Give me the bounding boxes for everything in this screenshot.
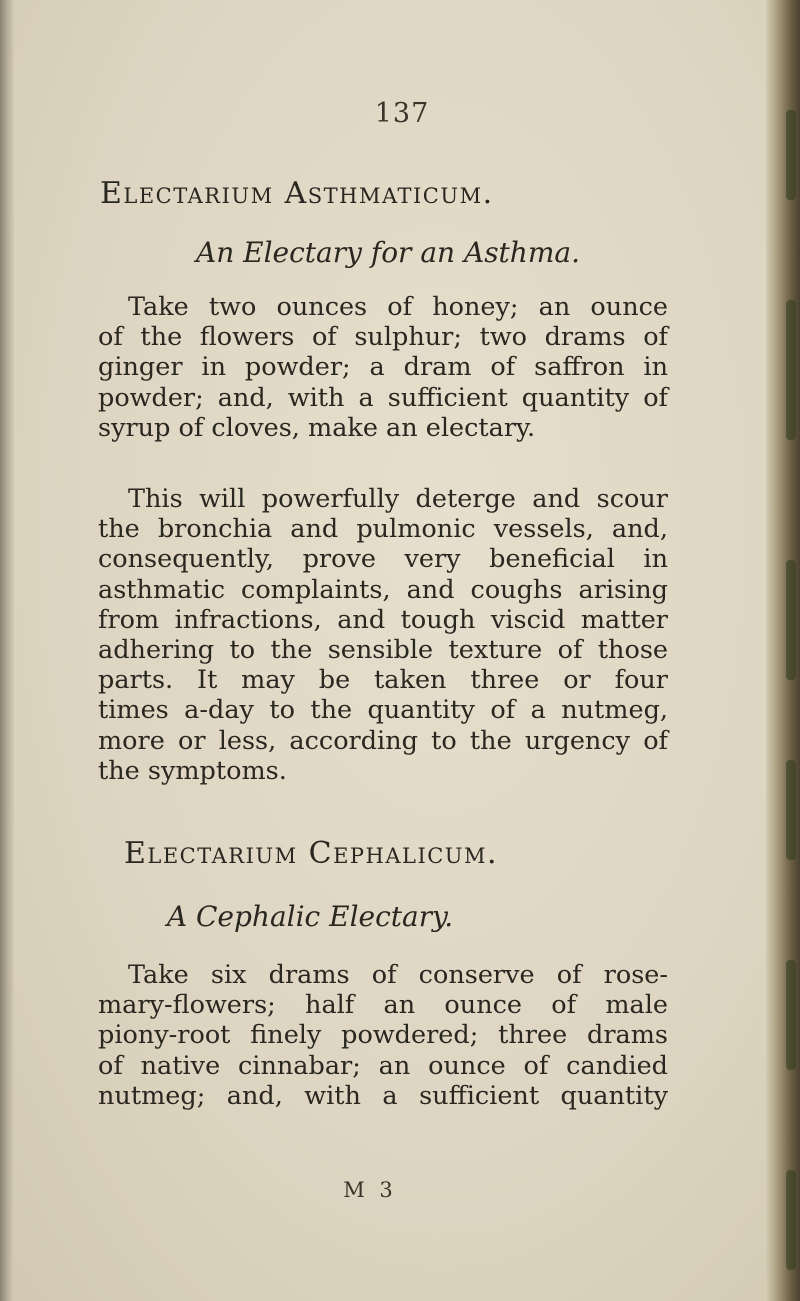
text-line: nutmeg; and, with a sufficient quantity: [98, 1080, 668, 1111]
text-line: consequently, prove very beneficial in: [98, 544, 668, 575]
text-line: piony-root finely powdered; three drams: [98, 1020, 668, 1051]
text-line: times a-day to the quantity of a nutmeg,: [98, 695, 668, 726]
edge-stain: [786, 760, 796, 860]
paragraph-cephalic-recipe: [98, 960, 668, 1111]
text-line: more or less, according to the urgency of: [98, 725, 668, 756]
edge-stain: [786, 560, 796, 680]
section-title-asthmaticum: Electarium Asthmaticum.: [100, 176, 494, 211]
page-left-edge: [0, 0, 14, 1301]
paragraph-asthma-effects: [98, 484, 668, 786]
section-subtitle-cephalic: A Cephalic Electary.: [166, 900, 454, 933]
text-line: of the flowers of sulphur; two drams of: [98, 322, 668, 353]
text-line: the bronchia and pulmonic vessels, and,: [98, 514, 668, 545]
page-number: 137: [374, 98, 430, 129]
text-line: asthmatic complaints, and coughs arising: [98, 574, 668, 605]
section-title-cephalicum: Electarium Cephalicum.: [124, 836, 499, 871]
text-line: Take six drams of conserve of rose-: [128, 960, 668, 990]
text-line: the symptoms.: [98, 755, 287, 786]
text-line: from infractions, and tough viscid matter: [98, 604, 668, 635]
signature-mark: M 3: [343, 1178, 397, 1202]
edge-stain: [786, 300, 796, 440]
text-line: Take two ounces of honey; an ounce: [128, 292, 668, 322]
text-line: of native cinnabar; an ounce of candied: [98, 1050, 668, 1081]
edge-stain: [786, 110, 796, 200]
edge-stain: [786, 1170, 796, 1270]
text-line: syrup of cloves, make an electary.: [98, 412, 536, 443]
section-subtitle-asthma: An Electary for an Asthma.: [195, 236, 580, 269]
paragraph-asthma-recipe: [98, 292, 668, 443]
text-line: powder; and, with a sufficient quantity of: [98, 382, 668, 413]
text-line: mary-flowers; half an ounce of male: [98, 990, 668, 1021]
edge-stain: [786, 960, 796, 1070]
text-line: parts. It may be taken three or four: [98, 665, 668, 696]
page-right-edge: [766, 0, 800, 1301]
text-line: ginger in powder; a dram of saffron in: [98, 352, 668, 383]
text-line: This will powerfully deterge and scour: [128, 484, 668, 514]
text-line: adhering to the sensible texture of those: [98, 635, 668, 666]
